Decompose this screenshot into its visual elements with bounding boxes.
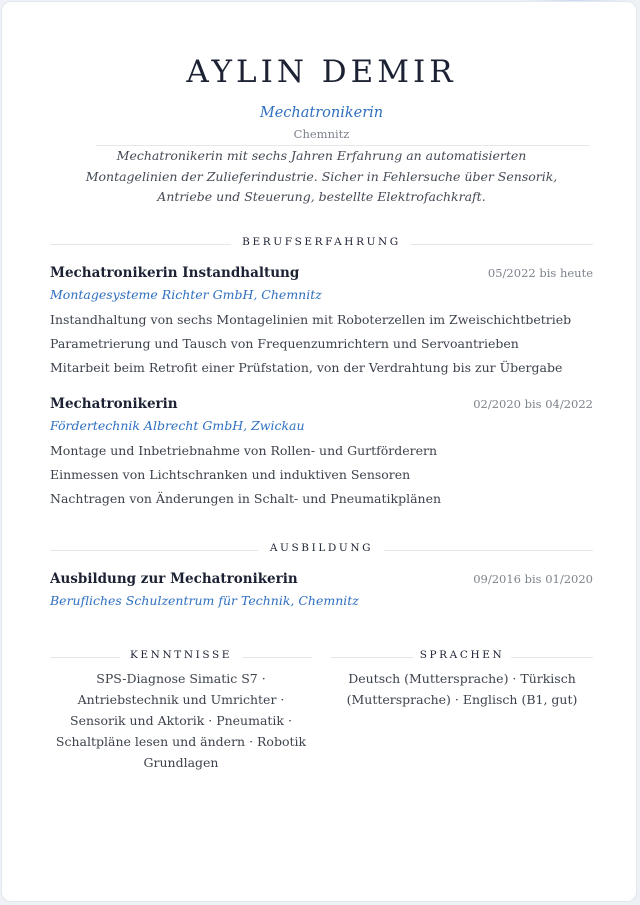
education-date: 09/2016 bis 01/2020 xyxy=(473,572,593,586)
job-company: Montagesysteme Richter GmbH, Chemnitz xyxy=(50,287,322,302)
section-heading-languages xyxy=(331,649,593,665)
job-duty: Mitarbeit beim Retrofit einer Prüfstation, von der Verdrahtung bis zur Übergabe xyxy=(50,360,563,375)
section-heading-education xyxy=(50,542,593,558)
job-duty: Parametrierung und Tausch von Frequenzumrichtern und Servoantrieben xyxy=(50,336,519,351)
section-heading-skills xyxy=(50,649,312,665)
job-duty: Nachtragen von Änderungen in Schalt- und Pneumatikplänen xyxy=(50,491,442,506)
job-duty: Montage und Inbetriebnahme von Rollen- und Gurtförderern xyxy=(50,443,438,458)
job-duties xyxy=(50,308,593,380)
section-heading-experience xyxy=(50,236,593,252)
job-duty: Instandhaltung von sechs Montagelinien mit Roboterzellen im Zweischichtbetrieb xyxy=(50,312,572,327)
languages-list: Deutsch (Muttersprache) · Türkisch (Muttersprache) · Englisch (B1, gut) xyxy=(346,671,578,707)
section-title-languages: SPRACHEN xyxy=(419,649,505,661)
education-degree: Ausbildung zur Mechatronikerin xyxy=(50,571,298,587)
candidate-title: Mechatronikerin xyxy=(259,105,384,121)
job-duties xyxy=(50,439,593,511)
section-title-education: AUSBILDUNG xyxy=(269,542,374,554)
languages-column xyxy=(331,649,593,710)
section-title-skills: KENNTNISSE xyxy=(129,649,233,661)
job-role: Mechatronikerin Instandhaltung xyxy=(50,265,300,281)
job-date: 02/2020 bis 04/2022 xyxy=(473,397,593,411)
candidate-city: Chemnitz xyxy=(293,127,350,141)
candidate-name: AYLIN DEMIR xyxy=(186,54,457,90)
profile-summary: Mechatronikerin mit sechs Jahren Erfahrung an automatisierten Montagelinien der Zulieferindustrie. Sicher in Fehlersuche über Sensorik, Antriebe und Steuerung, bestellte Elektrofachkraft. xyxy=(85,148,558,204)
job-duty: Einmessen von Lichtschranken und induktiven Sensoren xyxy=(50,467,411,482)
resume-page xyxy=(1,1,637,902)
job-date: 05/2022 bis heute xyxy=(487,266,593,280)
skills-list: SPS-Diagnose Simatic S7 · Antriebstechnik und Umrichter · Sensorik und Aktorik · Pneumatik · Schaltpläne lesen und ändern · Robotik Grundlagen xyxy=(55,671,307,770)
section-title-experience: BERUFSERFAHRUNG xyxy=(242,236,401,248)
education-school: Berufliches Schulzentrum für Technik, Chemnitz xyxy=(50,593,359,608)
job-role: Mechatronikerin xyxy=(50,396,178,412)
job-company: Fördertechnik Albrecht GmbH, Zwickau xyxy=(50,418,305,433)
skills-column xyxy=(50,649,312,773)
